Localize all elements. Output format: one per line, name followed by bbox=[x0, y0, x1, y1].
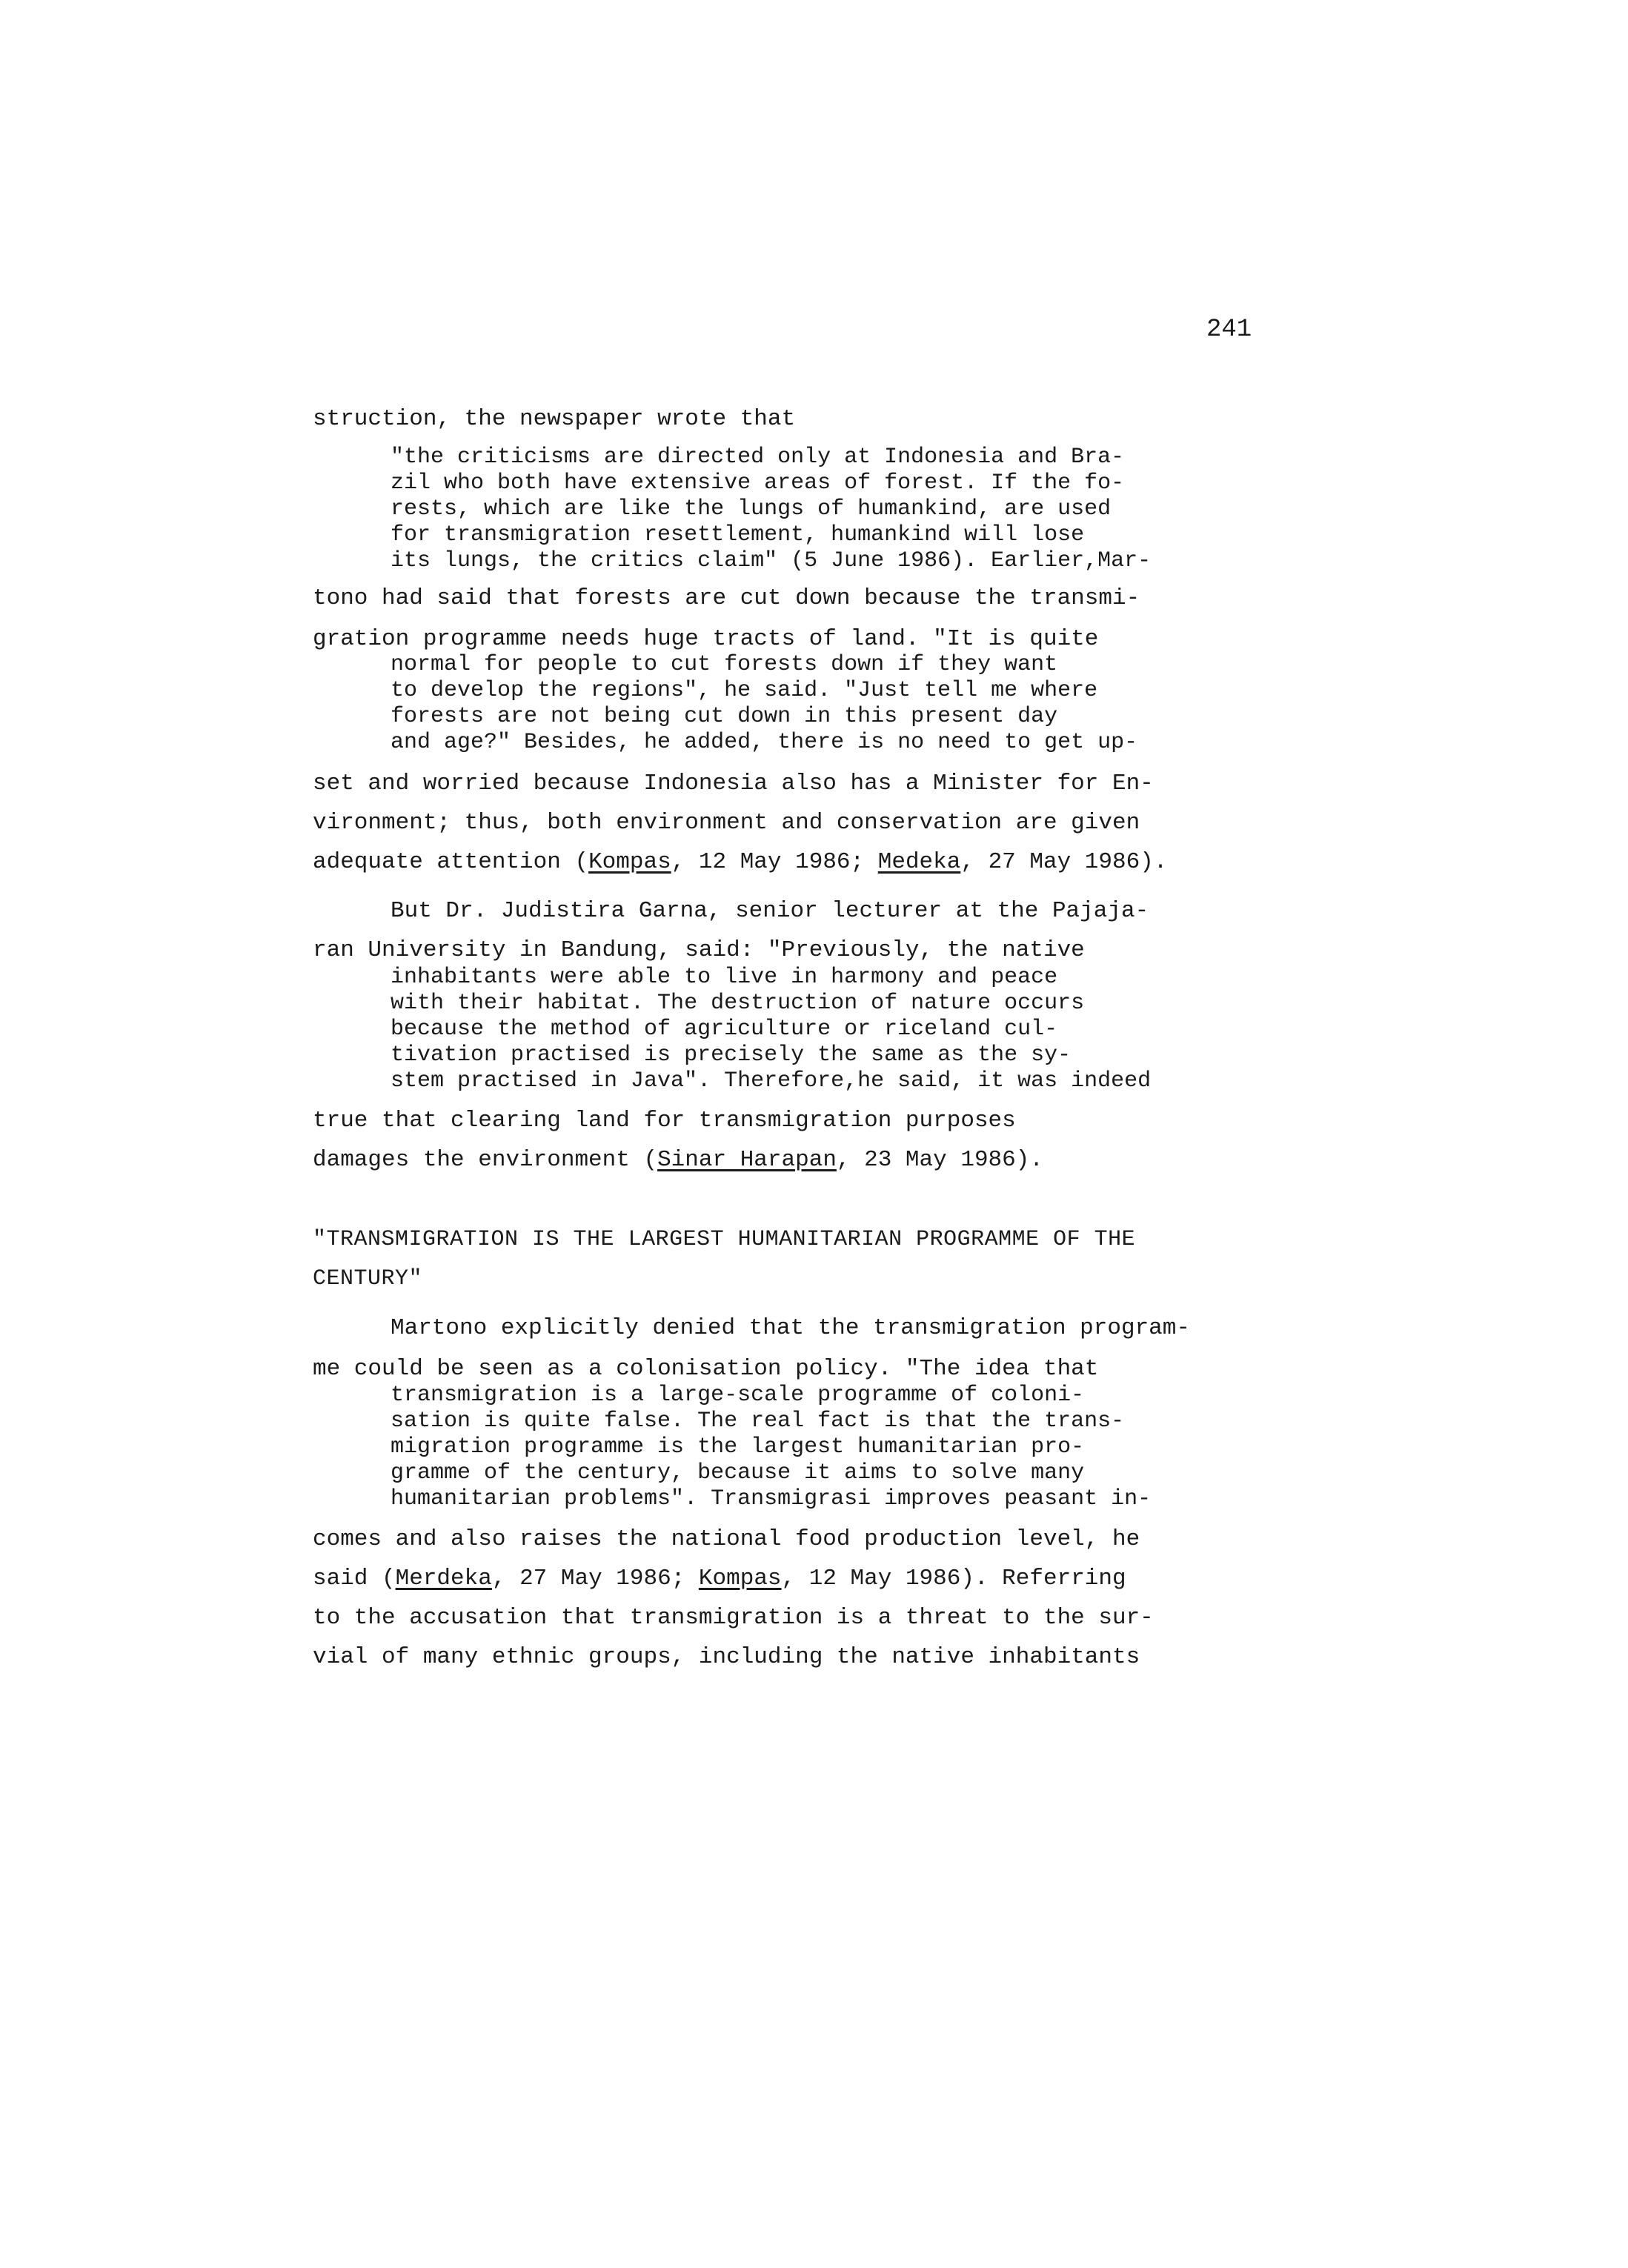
source-merdeka: Merdeka bbox=[395, 1566, 492, 1592]
text-fragment: said ( bbox=[313, 1566, 396, 1592]
quote-line: forests are not being cut down in this present day bbox=[391, 704, 1058, 729]
text-fragment: , 12 May 1986). Referring bbox=[781, 1566, 1126, 1592]
quote-line: with their habitat. The destruction of nature occurs bbox=[391, 991, 1085, 1016]
text-fragment: , 23 May 1986). bbox=[836, 1147, 1043, 1173]
text-fragment: , 27 May 1986; bbox=[491, 1566, 699, 1592]
citation-line bbox=[313, 849, 1167, 876]
text-line: struction, the newspaper wrote that bbox=[313, 406, 796, 432]
quote-line: "the criticisms are directed only at Indonesia and Bra- bbox=[391, 445, 1125, 470]
source-medeka: Medeka bbox=[877, 849, 961, 875]
text-line: gration programme needs huge tracts of land. "It is quite bbox=[313, 626, 1099, 652]
quote-line: migration programme is the largest humanitarian pro- bbox=[391, 1434, 1085, 1460]
quote-line: transmigration is a large-scale programme of coloni- bbox=[391, 1383, 1085, 1408]
quote-line: zil who both have extensive areas of forest. If the fo- bbox=[391, 470, 1125, 496]
quote-line: rests, which are like the lungs of humankind, are used bbox=[391, 496, 1112, 522]
quote-line: sation is quite false. The real fact is that the trans- bbox=[391, 1409, 1125, 1434]
paragraph-start: Martono explicitly denied that the transmigration program- bbox=[391, 1315, 1190, 1341]
quote-line: for transmigration resettlement, humankind will lose bbox=[391, 522, 1085, 548]
section-heading: "TRANSMIGRATION IS THE LARGEST HUMANITARIAN PROGRAMME OF THE bbox=[313, 1227, 1136, 1252]
text-fragment: , 27 May 1986). bbox=[960, 849, 1168, 875]
citation-line bbox=[313, 1147, 1043, 1174]
quote-line: and age?" Besides, he added, there is no need to get up- bbox=[391, 730, 1138, 755]
text-line: tono had said that forests are cut down because the transmi- bbox=[313, 585, 1140, 611]
quote-line: because the method of agriculture or riceland cul- bbox=[391, 1017, 1058, 1042]
text-line: vial of many ethnic groups, including the native inhabitants bbox=[313, 1644, 1140, 1670]
quote-line: inhabitants were able to live in harmony and peace bbox=[391, 965, 1058, 990]
quote-line: stem practised in Java". Therefore,he said, it was indeed bbox=[391, 1068, 1152, 1094]
quote-line: its lungs, the critics claim" (5 June 1986). Earlier,Mar- bbox=[391, 548, 1152, 573]
quote-line: gramme of the century, because it aims to solve many bbox=[391, 1460, 1085, 1486]
page-number: 241 bbox=[1206, 316, 1252, 344]
text-line: true that clearing land for transmigration purposes bbox=[313, 1108, 1016, 1134]
text-line: set and worried because Indonesia also has a Minister for En- bbox=[313, 771, 1154, 797]
quote-line: to develop the regions", he said. "Just tell me where bbox=[391, 678, 1098, 703]
section-heading: CENTURY" bbox=[313, 1266, 423, 1291]
source-kompas: Kompas bbox=[588, 849, 671, 875]
citation-line bbox=[313, 1566, 1126, 1592]
source-sinar-harapan: Sinar Harapan bbox=[657, 1147, 837, 1173]
quote-line: humanitarian problems". Transmigrasi improves peasant in- bbox=[391, 1486, 1152, 1512]
text-line: me could be seen as a colonisation policy. "The idea that bbox=[313, 1356, 1099, 1382]
quote-line: normal for people to cut forests down if they want bbox=[391, 652, 1058, 677]
text-line: to the accusation that transmigration is a threat to the sur- bbox=[313, 1605, 1154, 1631]
paragraph-start: But Dr. Judistira Garna, senior lecturer at the Pajaja- bbox=[391, 898, 1149, 924]
text-fragment: , 12 May 1986; bbox=[671, 849, 878, 875]
quote-line: tivation practised is precisely the same as the sy- bbox=[391, 1042, 1072, 1068]
text-fragment: damages the environment ( bbox=[313, 1147, 658, 1173]
text-line: comes and also raises the national food production level, he bbox=[313, 1526, 1140, 1552]
text-line: vironment; thus, both environment and conservation are given bbox=[313, 810, 1140, 836]
text-line: ran University in Bandung, said: "Previously, the native bbox=[313, 937, 1085, 963]
source-kompas: Kompas bbox=[698, 1566, 782, 1592]
text-fragment: adequate attention ( bbox=[313, 849, 589, 875]
